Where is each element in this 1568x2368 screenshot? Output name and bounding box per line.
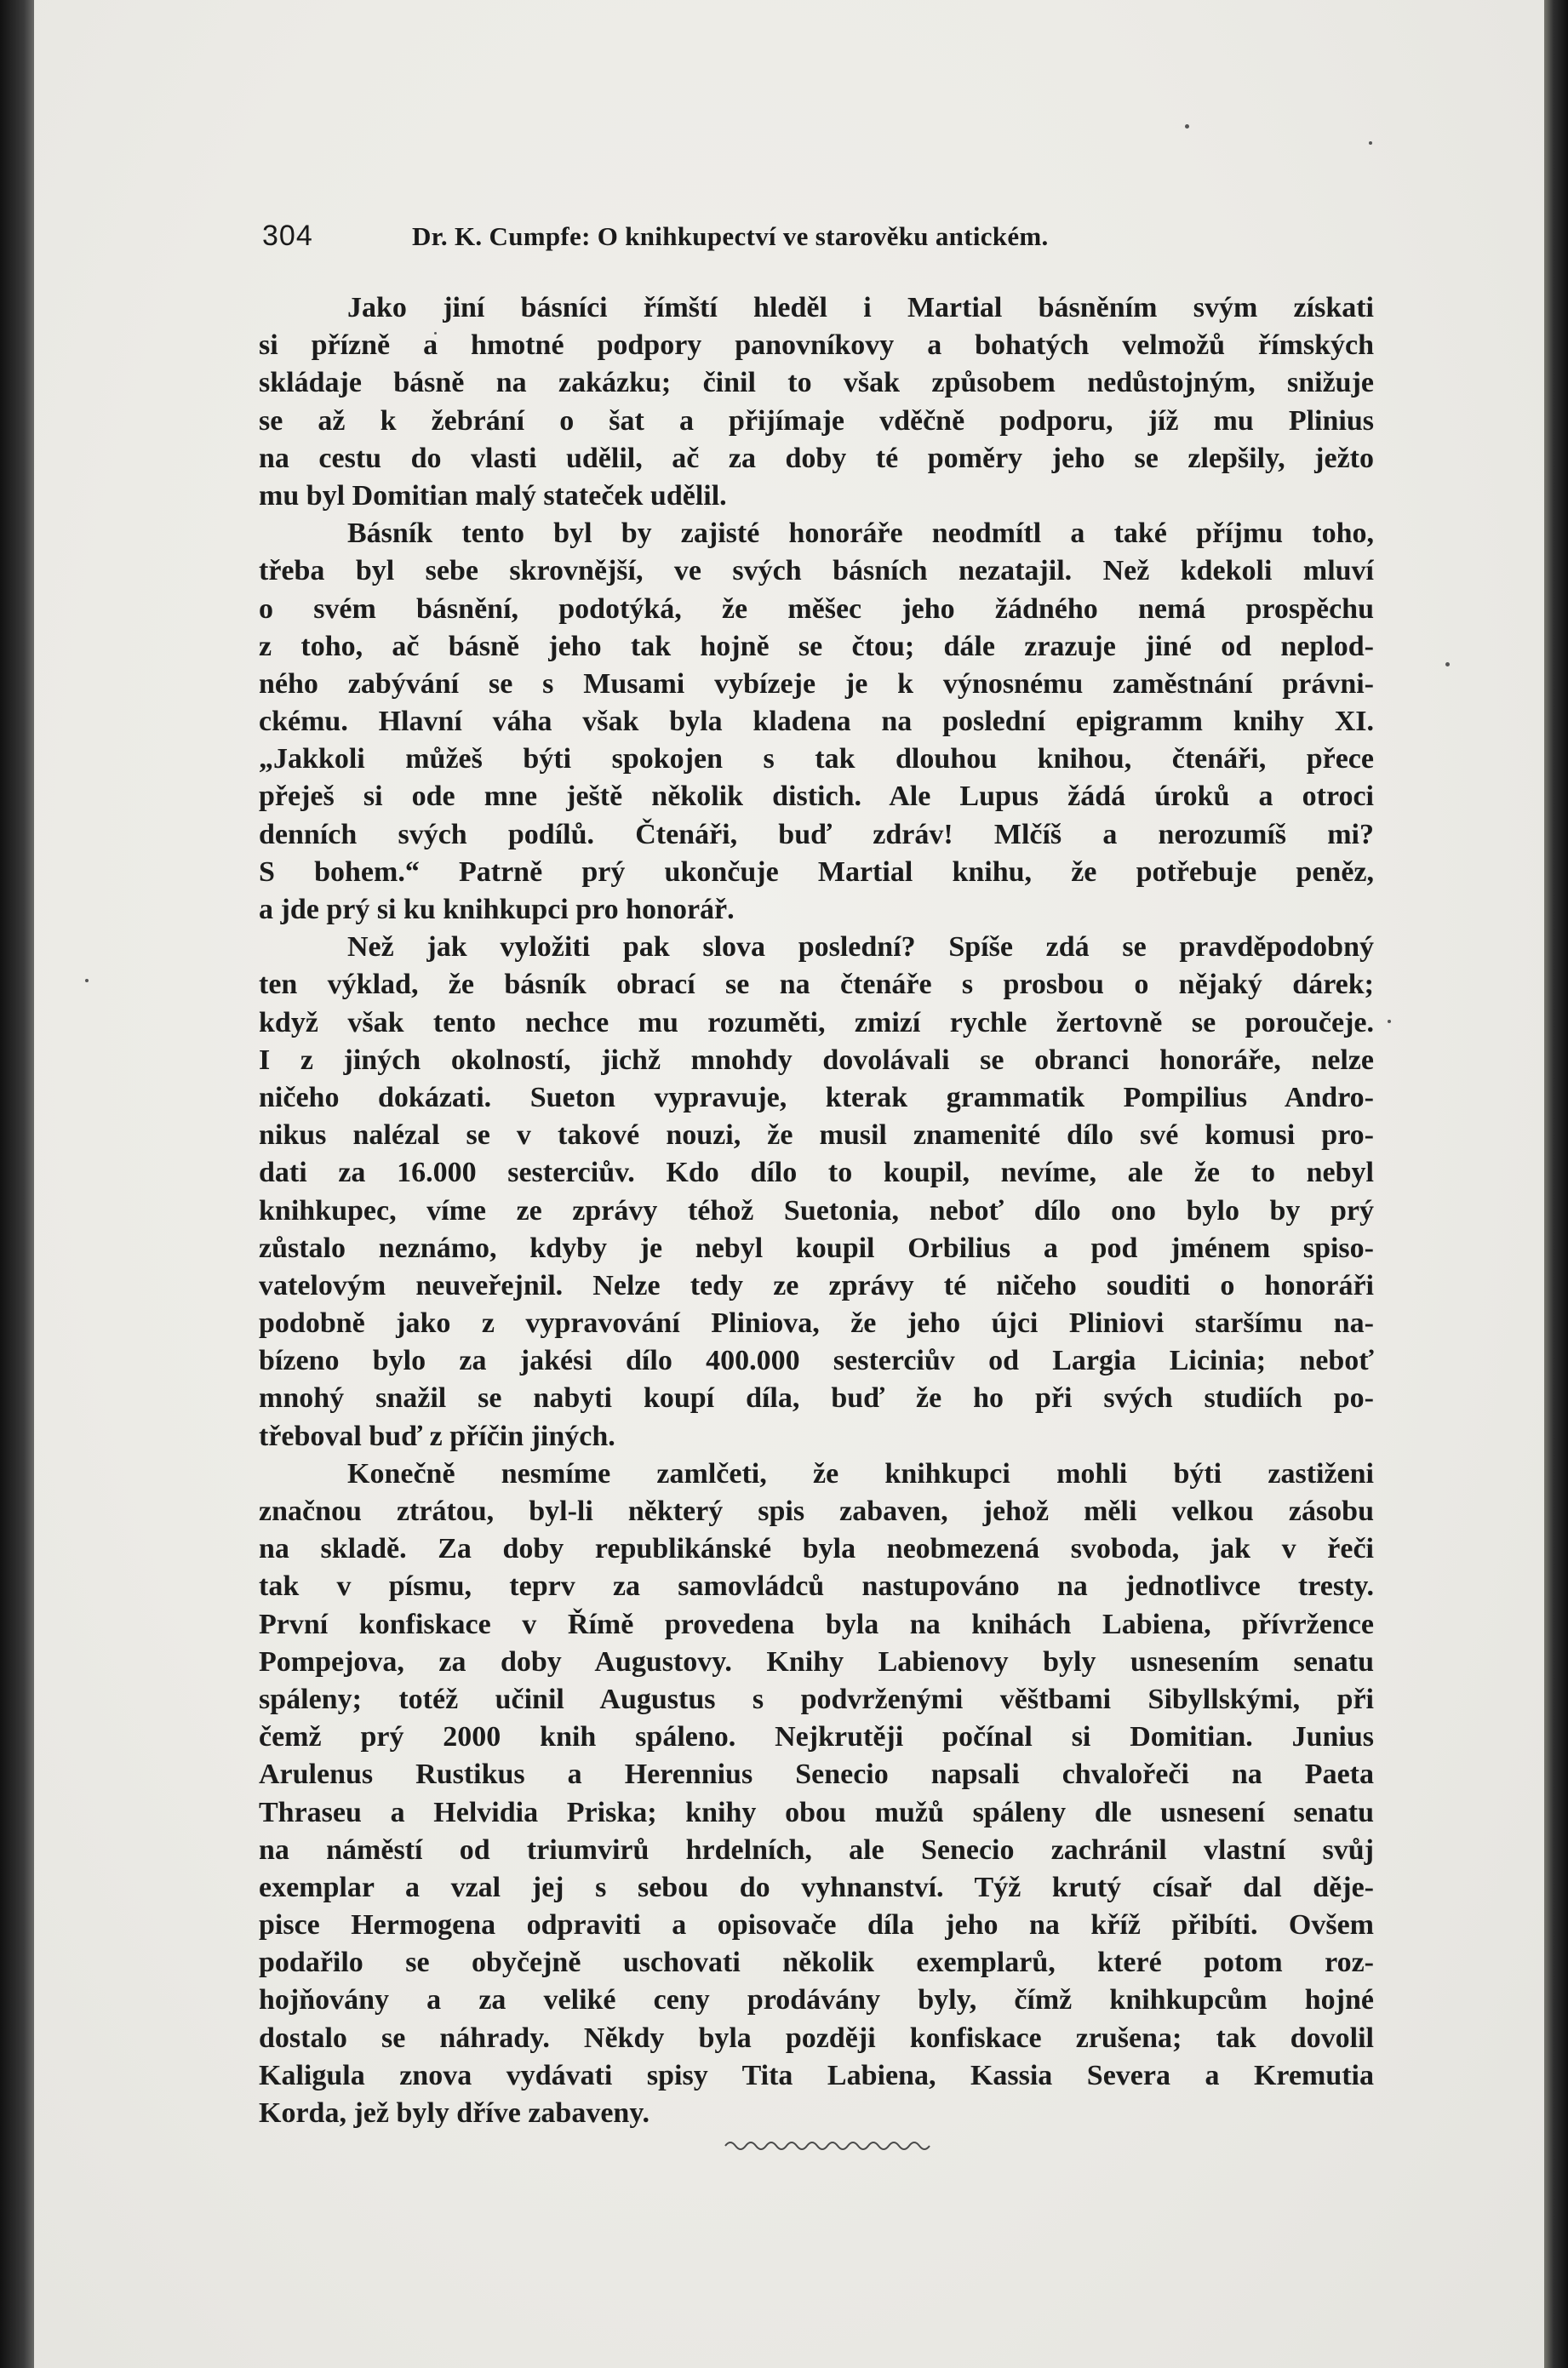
scan-speck <box>1445 662 1450 666</box>
scan-speck <box>1388 1020 1391 1023</box>
text-line: ckému. Hlavní váha však byla kladena na poslední epigramm knihy XI. <box>259 706 1374 738</box>
text-line: S bohem.“ Patrně prý ukončuje Martial knihu, že potřebuje peněz, <box>259 855 1374 888</box>
text-line: Jako jiní básníci římští hleděl i Martial básněním svým získati <box>347 292 1374 323</box>
text-line: Thraseu a Helvidia Priska; knihy obou mužů spáleny dle usnesení senatu <box>259 1796 1374 1828</box>
text-line: podařilo se obyčejně uschovati několik exemplarů, které potom roz- <box>259 1947 1374 1979</box>
scan-speck <box>85 979 89 982</box>
scan-speck <box>1185 124 1189 129</box>
page-number: 304 <box>262 220 313 252</box>
text-line: knihkupec, víme ze zprávy téhož Suetonia, neboť dílo ono bylo by prý <box>259 1194 1374 1227</box>
text-line: I z jiných okolností, jichž mnohdy dovolávali se obranci honoráře, nelze <box>259 1044 1374 1076</box>
text-line: podobně jako z vypravování Pliniova, že jeho újci Pliniovi staršímu na- <box>259 1307 1374 1340</box>
text-line: pisce Hermogena odpraviti a opisovače díla jeho na kříž přibíti. Ovšem <box>259 1909 1374 1942</box>
paragraph <box>259 929 1374 1456</box>
text-line: bízeno bylo za jakési dílo 400.000 sesterciův od Largia Licinia; neboť <box>259 1345 1374 1377</box>
text-line: „Jakkoli můžeš býti spokojen s tak dlouhou knihou, čtenáři, přece <box>259 743 1374 775</box>
text-line: o svém básnění, podotýká, že měšec jeho žádného nemá prospěchu <box>259 592 1374 625</box>
text-line: mnohý snažil se nabyti koupí díla, buď že ho při svých studiích po- <box>259 1382 1374 1415</box>
text-line: z toho, ač básně jeho tak hojně se čtou; dále zrazuje jiné od neplod- <box>259 630 1374 662</box>
text-line: ného zabývání se s Musami vybízeje je k výnosnému zaměstnání právni- <box>259 667 1374 700</box>
text-line: spáleny; totéž učinil Augustus s podvrženými věštbami Sibyllskými, při <box>259 1683 1374 1715</box>
text-line: třeboval buď z příčin jiných. <box>259 1420 615 1452</box>
text-line: Kaligula znova vydávati spisy Tita Labiena, Kassia Severa a Kremutia <box>259 2059 1374 2091</box>
text-line: ten výklad, že básník obrací se na čtenáře s prosbou o nějaký dárek; <box>259 969 1374 1001</box>
text-line: dostalo se náhrady. Někdy byla později konfiskace zrušena; tak dovolil <box>259 2022 1374 2054</box>
text-line: čemž prý 2000 knih spáleno. Nejkrutěji počínal si Domitian. Junius <box>259 1721 1374 1753</box>
text-line: na cestu do vlasti udělil, ač za doby té poměry jeho se zlepšily, ježto <box>259 442 1374 474</box>
running-head: Dr. K. Cumpfe: O knihkupectví ve starověku antickém. <box>412 221 1049 251</box>
paragraph <box>259 289 1374 515</box>
text-line: Korda, jež byly dříve zabaveny. <box>259 2097 650 2129</box>
text-line: mu byl Domitian malý stateček udělil. <box>259 479 727 512</box>
scan-edge-left <box>0 0 34 2368</box>
text-line: Pompejova, za doby Augustovy. Knihy Labienovy byly usnesením senatu <box>259 1645 1374 1678</box>
text-line: První konfiskace v Římě provedena byla na knihách Labiena, přívržence <box>259 1608 1374 1640</box>
text-line: skládaje básně na zakázku; činil to však způsobem nedůstojným, snižuje <box>259 367 1374 399</box>
text-line: vatelovým neuveřejnil. Nelze tedy ze zprávy té ničeho souditi o honoráři <box>259 1269 1374 1301</box>
body-text <box>259 289 1374 2132</box>
page-header <box>262 220 1386 254</box>
text-line: Básník tento byl by zajisté honoráře neodmítl a také příjmu toho, <box>347 518 1374 550</box>
text-line: exemplar a vzal jej s sebou do vyhnanství. Týž krutý císař dal děje- <box>259 1871 1374 1903</box>
text-line: hojňovány a za veliké ceny prodávány byly, čímž knihkupcům hojné <box>259 1984 1374 2016</box>
paragraph <box>259 1456 1374 2132</box>
text-line: na náměstí od triumvirů hrdelních, ale Senecio zachránil vlastní svůj <box>259 1833 1374 1866</box>
text-line: třeba byl sebe skrovnější, ve svých básních nezatajil. Než kdekoli mluví <box>259 555 1374 587</box>
text-line: se až k žebrání o šat a přijímaje vděčně podporu, jíž mu Plinius <box>259 404 1374 437</box>
text-line: Arulenus Rustikus a Herennius Senecio napsali chvalořeči na Paeta <box>259 1759 1374 1791</box>
paragraph <box>259 515 1374 929</box>
scan-edge-right <box>1544 0 1568 2368</box>
text-line: nikus nalézal se v takové nouzi, že musil znamenité dílo své komusi pro- <box>259 1119 1374 1152</box>
text-line: značnou ztrátou, byl-li některý spis zabaven, jehož měli velkou zásobu <box>259 1496 1374 1527</box>
text-line: Než jak vyložiti pak slova poslední? Spíše zdá se pravděpodobný <box>347 931 1374 964</box>
text-line: Konečně nesmíme zamlčeti, že knihkupci mohli býti zastiženi <box>347 1457 1374 1490</box>
text-line: denních svých podílů. Čtenáři, buď zdráv! Mlčíš a nerozumíš mi? <box>259 818 1374 850</box>
text-line: ničeho dokázati. Sueton vypravuje, kterak grammatik Pompilius Andro- <box>259 1081 1374 1113</box>
text-line: a jde prý si ku knihkupci pro honorář. <box>259 894 735 925</box>
text-line: přeješ si ode mne ještě několik distich. Ale Lupus žádá úroků a otroci <box>259 781 1374 813</box>
text-line: na skladě. Za doby republikánské byla neobmezená svoboda, jak v řeči <box>259 1533 1374 1565</box>
text-line: dati za 16.000 sesterciův. Kdo dílo to koupil, nevíme, ale že to nebyl <box>259 1157 1374 1189</box>
text-line: když však tento nechce mu rozuměti, zmizí rychle žertovně se poroučeje. <box>259 1006 1374 1038</box>
text-line: zůstalo neznámo, kdyby je nebyl koupil Orbilius a pod jménem spiso- <box>259 1232 1374 1264</box>
text-line: tak v písmu, teprv za samovládců nastupováno na jednotlivce tresty. <box>259 1570 1374 1603</box>
text-line: si přízně a hmotné podpory panovníkovy a bohatých velmožů římských <box>259 329 1374 362</box>
wavy-line-ornament-icon <box>724 2135 936 2157</box>
scan-speck <box>1369 141 1372 145</box>
